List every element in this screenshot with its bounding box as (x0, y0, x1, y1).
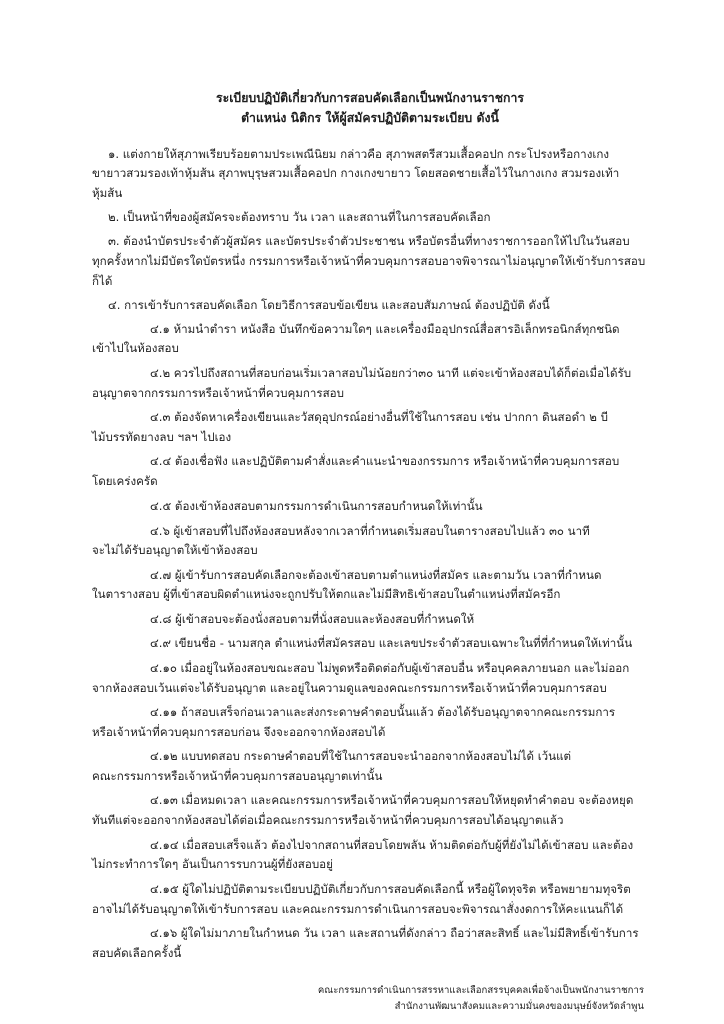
body-line: ๔.๘ ผู้เข้าสอบจะต้องนั่งสอบตามที่นั่งสอบและห้องสอบที่กำหนดให้ (150, 612, 475, 626)
body-line: จากห้องสอบเว้นแต่จะได้รับอนุญาต และอยู่ในความดูแลของคณะกรรมการหรือเจ้าหน้าที่ควบคุมการสอบ (92, 681, 607, 695)
body-line: ไม่กระทำการใดๆ อันเป็นการรบกวนผู้ที่ยังสอบอยู่ (92, 857, 333, 871)
body-line: ๔.๑๐ เมื่ออยู่ในห้องสอบขณะสอบ ไม่พูดหรือติดต่อกับผู้เข้าสอบอื่น หรือบุคคลภายนอก และไม่ออก (150, 661, 630, 675)
body-line: ในตารางสอบ ผู้ที่เข้าสอบผิดตำแหน่งจะถูกปรับให้ตกและไม่มีสิทธิเข้าสอบในตำแหน่งที่สมัครอีก (92, 587, 561, 601)
body-line: อาจไม่ได้รับอนุญาตให้เข้ารับการสอบ และคณะกรรมการดำเนินการสอบจะพิจารณาสั่งงดการให้คะแนนก็ได้ (92, 902, 624, 916)
body-line: ๔. การเข้ารับการสอบคัดเลือก โดยวิธีการสอบข้อเขียน และสอบสัมภาษณ์ ต้องปฏิบัติ ดังนี้ (108, 298, 550, 312)
body-line: ขายาวสวมรองเท้าหุ้มส้น สุภาพบุรุษสวมเสื้อคอปก กางเกงขายาว โดยสอดชายเสื้อไว้ในกางเกง สวมรองเท้า (92, 166, 620, 180)
body-line: สอบคัดเลือกครั้งนี้ (92, 946, 182, 960)
body-line: โดยเคร่งครัด (92, 474, 158, 488)
body-line: ๔.๒ ควรไปถึงสถานที่สอบก่อนเริ่มเวลาสอบไม่น้อยกว่า๓๐ นาที แต่จะเข้าห้องสอบได้ก็ต่อเมื่อได้รับ (150, 366, 632, 380)
body-line: ๓. ต้องนำบัตรประจำตัวผู้สมัคร และบัตรประจำตัวประชาชน หรือบัตรอื่นที่ทางราชการออกให้ไปในวันสอบ (108, 234, 630, 248)
body-line: ๔.๑๒ แบบทดสอบ กระดาษคำตอบที่ใช้ในการสอบจะนำออกจากห้องสอบไม่ได้ เว้นแต่ (150, 749, 572, 763)
body-line: ไม้บรรทัดยางลบ ฯลฯ ไปเอง (92, 430, 232, 444)
body-line: จะไม่ได้รับอนุญาตให้เข้าห้องสอบ (92, 543, 258, 557)
body-line: เข้าไปในห้องสอบ (92, 341, 179, 355)
footer-committee: คณะกรรมการดำเนินการสรรหาและเลือกสรรบุคคลเพื่อจ้างเป็นพนักงานราชการ (317, 985, 644, 996)
document-title-line-2: ตำแหน่ง นิติกร ให้ผู้สมัครปฏิบัติตามระเบียบ ดังนี้ (241, 111, 499, 125)
body-line: ๔.๑๖ ผู้ใดไม่มาภายในกำหนด วัน เวลา และสถานที่ดังกล่าว ถือว่าสละสิทธิ์ และไม่มีสิทธิ์เข้ารับการ (150, 926, 639, 940)
footer-office: สำนักงานพัฒนาสังคมและความมั่นคงของมนุษย์จังหวัดลำพูน (394, 1001, 644, 1012)
body-line: คณะกรรมการหรือเจ้าหน้าที่ควบคุมการสอบอนุญาตเท่านั้น (92, 769, 383, 783)
body-line: ๔.๑๑ ถ้าสอบเสร็จก่อนเวลาและส่งกระดาษคำตอบนั้นแล้ว ต้องได้รับอนุญาตจากคณะกรรมการ (150, 705, 616, 719)
body-line: ๔.๕ ต้องเข้าห้องสอบตามกรรมการดำเนินการสอบกำหนดให้เท่านั้น (150, 499, 483, 513)
body-line: ๑. แต่งกายให้สุภาพเรียบร้อยตามประเพณีนิยม กล่าวคือ สุภาพสตรีสวมเสื้อคอปก กระโปรงหรือกางเกง (108, 147, 609, 161)
body-line: หุ้มส้น (92, 186, 123, 200)
body-line: ๔.๑ ห้ามนำตำรา หนังสือ บันทึกข้อความใดๆ และเครื่องมืออุปกรณ์สื่อสารอิเล็กทรอนิกส์ทุกชนิด (150, 322, 620, 336)
body-line: ก็ได้ (92, 274, 113, 288)
body-line: ๔.๖ ผู้เข้าสอบที่ไปถึงห้องสอบหลังจากเวลาที่กำหนดเริ่มสอบในตารางสอบไปแล้ว ๓๐ นาที (150, 524, 590, 538)
body-line: ๔.๙ เขียนชื่อ - นามสกุล ตำแหน่งที่สมัครสอบ และเลขประจำตัวสอบเฉพาะในที่ที่กำหนดให้เท่านั้น (150, 636, 633, 650)
body-line: ๔.๓ ต้องจัดหาเครื่องเขียนและวัสดุอุปกรณ์อย่างอื่นที่ใช้ในการสอบ เช่น ปากกา ดินสอดำ ๒ บี (150, 410, 608, 424)
body-line: ทันทีแต่จะออกจากห้องสอบได้ต่อเมื่อคณะกรรมการหรือเจ้าหน้าที่ควบคุมการสอบได้อนุญาตแล้ว (92, 813, 564, 827)
body-line: ๒. เป็นหน้าที่ของผู้สมัครจะต้องทราบ วัน เวลา และสถานที่ในการสอบคัดเลือก (108, 210, 491, 224)
body-line: ๔.๑๕ ผู้ใดไม่ปฏิบัติตามระเบียบปฏิบัติเกี่ยวกับการสอบคัดเลือกนี้ หรือผู้ใดทุจริต หรือพยายามทุจริต (150, 882, 631, 896)
body-line: อนุญาตจากกรรมการหรือเจ้าหน้าที่ควบคุมการสอบ (92, 386, 344, 400)
body-line: หรือเจ้าหน้าที่ควบคุมการสอบก่อน จึงจะออกจากห้องสอบได้ (92, 725, 386, 739)
body-line: ๔.๑๓ เมื่อหมดเวลา และคณะกรรมการหรือเจ้าหน้าที่ควบคุมการสอบให้หยุดทำคำตอบ จะต้องหยุด (150, 793, 634, 807)
body-line: ๔.๗ ผู้เข้ารับการสอบคัดเลือกจะต้องเข้าสอบตามตำแหน่งที่สมัคร และตามวัน เวลาที่กำหนด (150, 568, 602, 582)
document-title-line-1: ระเบียบปฏิบัติเกี่ยวกับการสอบคัดเลือกเป็นพนักงานราชการ (215, 91, 525, 105)
body-line: ๔.๑๔ เมื่อสอบเสร็จแล้ว ต้องไปจากสถานที่สอบโดยพลัน ห้ามติดต่อกับผู้ที่ยังไม่ได้เข้าสอบ และต้อง (150, 838, 634, 852)
body-line: ๔.๔ ต้องเชื่อฟัง และปฏิบัติตามคำสั่งและคำแนะนำของกรรมการ หรือเจ้าหน้าที่ควบคุมการสอบ (150, 454, 620, 468)
body-line: ทุกครั้งหากไม่มีบัตรใดบัตรหนึ่ง กรรมการหรือเจ้าหน้าที่ควบคุมการสอบอาจพิจารณาไม่อนุญาตให้เข้ารับการสอบ (92, 254, 646, 268)
